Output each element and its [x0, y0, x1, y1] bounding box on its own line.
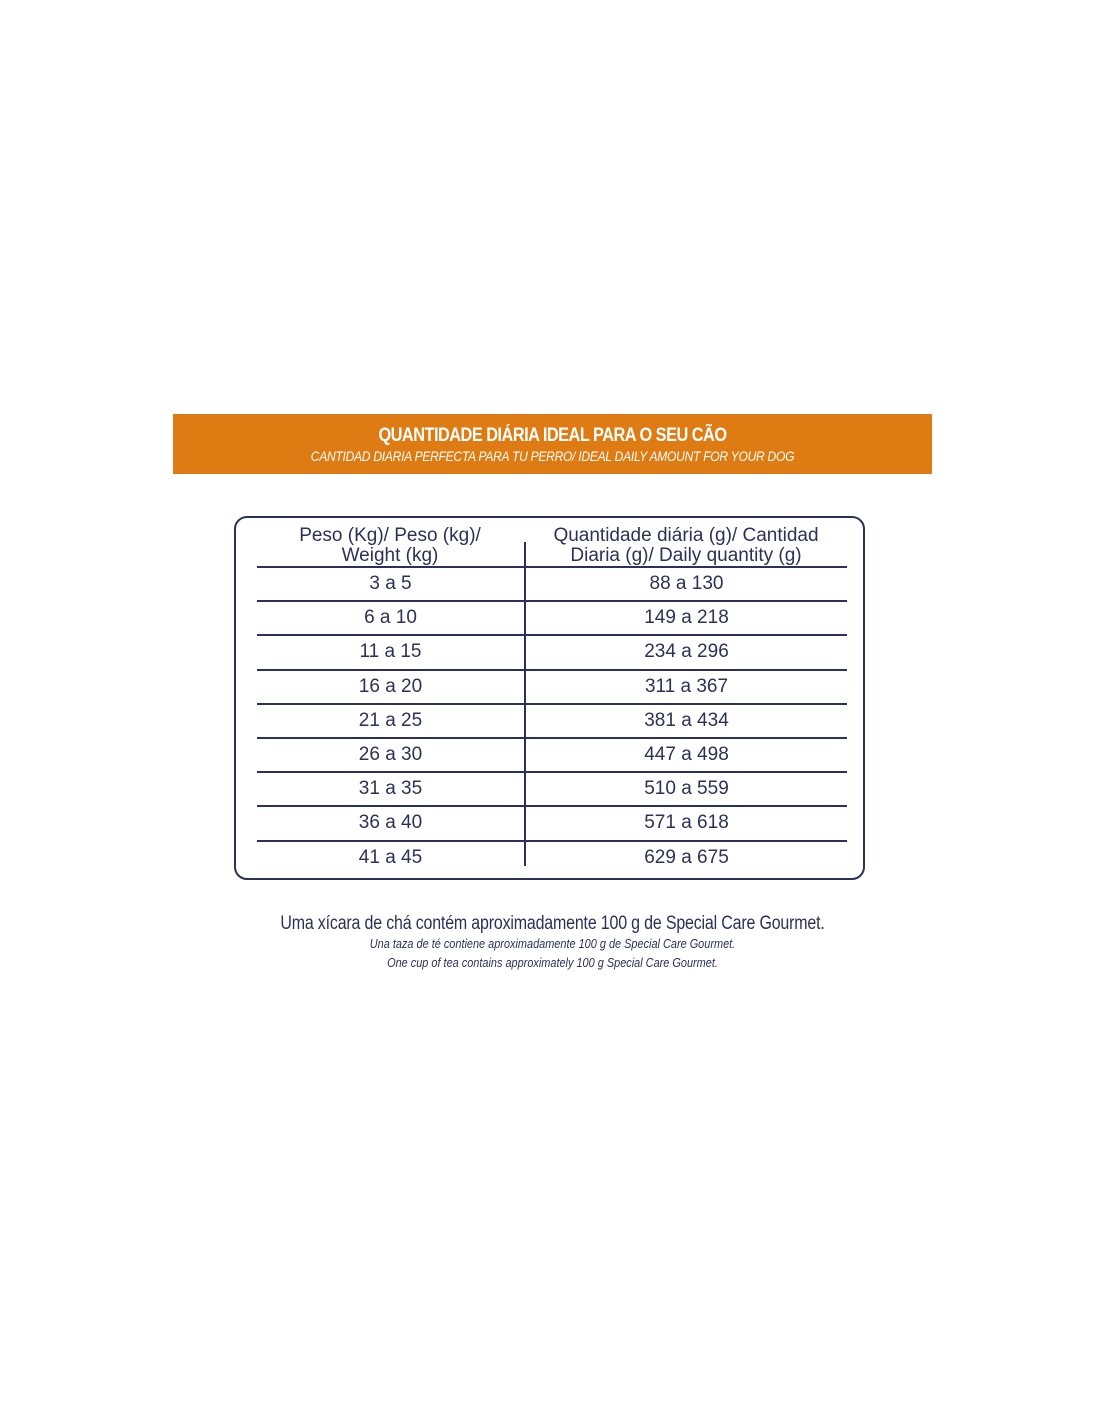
weight-cell: 16 a 20 — [358, 675, 423, 697]
weight-cell: 31 a 35 — [358, 778, 423, 800]
quantity-cell: 510 a 559 — [644, 778, 729, 800]
header-quantity-line2: Diaria (g)/ Daily quantity (g) — [570, 545, 802, 566]
quantity-cell: 571 a 618 — [644, 812, 729, 834]
table-row — [257, 805, 847, 839]
note-spanish: Una taza de té contiene aproximadamente 100 g de Special Care Gourmet. — [369, 936, 736, 951]
weight-cell: 36 a 40 — [358, 812, 423, 834]
quantity-cell: 234 a 296 — [644, 641, 729, 663]
weight-cell: 11 a 15 — [359, 641, 422, 663]
weight-cell: 3 a 5 — [369, 573, 412, 594]
header-banner — [173, 414, 932, 474]
table-row — [257, 737, 847, 771]
table-row — [257, 669, 847, 703]
weight-cell: 41 a 45 — [358, 846, 423, 868]
header-weight — [256, 526, 524, 566]
header-weight-line2: Weight (kg) — [341, 545, 439, 566]
table-row — [257, 600, 847, 634]
banner-title: QUANTIDADE DIÁRIA IDEAL PARA O SEU CÃO — [378, 425, 727, 446]
quantity-cell: 629 a 675 — [644, 846, 729, 868]
quantity-cell: 88 a 130 — [649, 573, 724, 594]
banner-subtitle: CANTIDAD DIARIA PERFECTA PARA TU PERRO/ IDEAL DAILY AMOUNT FOR YOUR DOG — [310, 448, 795, 464]
header-quantity-line1: Quantidade diária (g)/ Cantidad — [553, 525, 819, 546]
table-row — [257, 840, 847, 874]
quantity-cell: 311 a 367 — [644, 675, 729, 697]
quantity-cell: 447 a 498 — [644, 743, 729, 765]
header-weight-line1: Peso (Kg)/ Peso (kg)/ — [299, 525, 481, 546]
note-portuguese: Uma xícara de chá contém aproximadamente 100 g de Special Care Gourmet. — [280, 913, 825, 934]
table-row — [257, 634, 847, 668]
table-row — [257, 703, 847, 737]
feeding-table — [234, 516, 865, 880]
note-english: One cup of tea contains approximately 100 g Special Care Gourmet. — [387, 955, 718, 970]
table-row — [257, 771, 847, 805]
weight-cell: 6 a 10 — [364, 607, 417, 629]
weight-cell: 21 a 25 — [358, 709, 423, 731]
header-quantity — [526, 526, 846, 566]
quantity-cell: 381 a 434 — [644, 709, 729, 731]
table-body — [257, 566, 847, 874]
weight-cell: 26 a 30 — [358, 743, 423, 765]
quantity-cell: 149 a 218 — [644, 607, 729, 629]
table-row — [257, 566, 847, 600]
